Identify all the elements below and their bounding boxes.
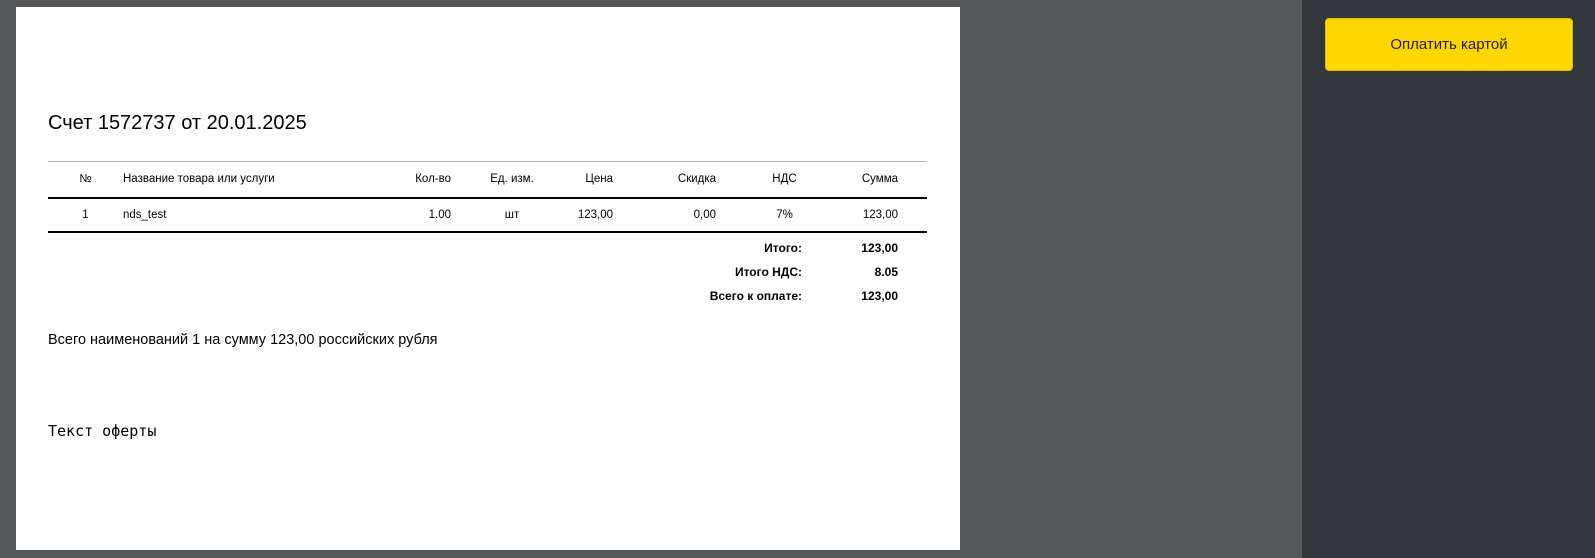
cell-qty: 1.00	[398, 198, 453, 232]
total-row	[48, 284, 898, 308]
total-label: Итого:	[764, 241, 802, 255]
cell-sum: 123,00	[851, 198, 927, 232]
column-header-number: №	[48, 162, 123, 198]
total-row	[48, 260, 898, 284]
invoice-title: Счет 1572737 от 20.01.2025	[48, 112, 307, 134]
column-header-sum: Сумма	[851, 162, 927, 198]
pay-by-card-button[interactable]: Оплатить картой	[1325, 18, 1573, 71]
cell-number: 1	[48, 198, 123, 232]
table-header-row	[48, 162, 927, 198]
total-vat-value: 8.05	[874, 265, 898, 279]
column-header-price: Цена	[571, 162, 615, 198]
total-vat-label: Итого НДС:	[734, 265, 802, 279]
total-due-label: Всего к оплате:	[709, 289, 802, 303]
cell-vat: 7%	[718, 198, 851, 232]
invoice-document	[16, 7, 960, 550]
payment-panel	[1302, 0, 1595, 558]
column-header-qty: Кол-во	[398, 162, 453, 198]
summary-line: Всего наименований 1 на сумму 123,00 российских рубля	[48, 332, 438, 348]
cell-name: nds_test	[123, 198, 398, 232]
column-header-discount: Скидка	[615, 162, 718, 198]
column-header-name: Название товара или услуги	[123, 162, 398, 198]
total-value: 123,00	[861, 241, 898, 255]
totals-block	[48, 236, 898, 308]
total-due-value: 123,00	[861, 289, 898, 303]
cell-price: 123,00	[571, 198, 615, 232]
offer-text: Текст оферты	[48, 422, 157, 440]
cell-discount: 0,00	[615, 198, 718, 232]
total-row	[48, 236, 898, 260]
column-header-unit: Ед. изм.	[453, 162, 571, 198]
cell-unit: шт	[453, 198, 571, 232]
invoice-table	[48, 161, 927, 233]
column-header-vat: НДС	[718, 162, 851, 198]
table-row	[48, 198, 927, 232]
